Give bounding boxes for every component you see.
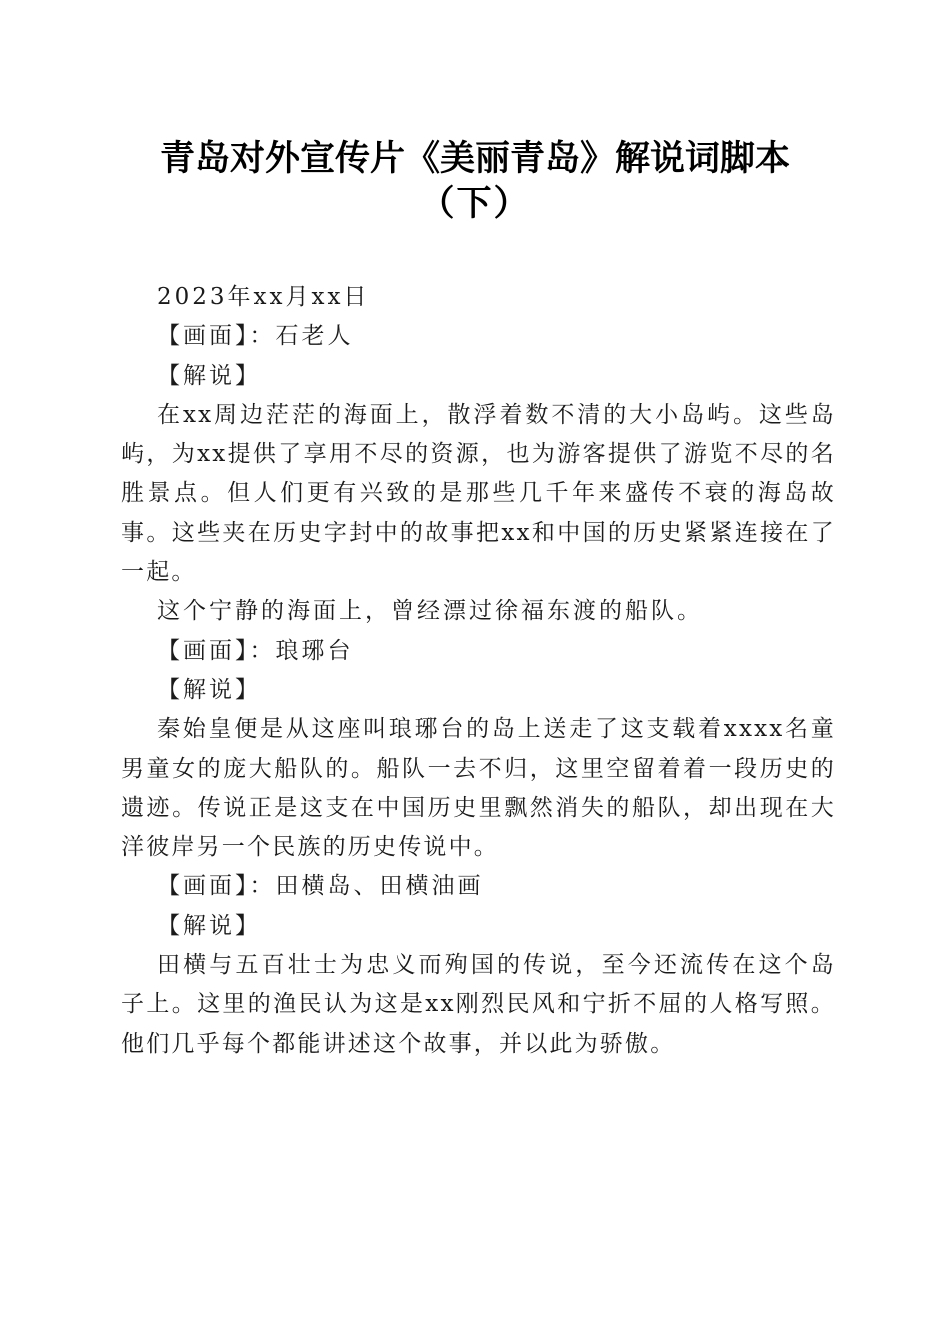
- scene-label: 【画面】：石老人: [157, 323, 354, 350]
- narration-paragraph: 在xx周边茫茫的海面上，散浮着数不清的大小岛屿。这些岛屿，为xx提供了享用不尽的资源，也为游客提供了游览不尽的名胜景点。但人们更有兴致的是那些几千年来盛传不衰的海岛故事。这些夹在历史字封中的故事把xx和中国的历史紧紧连接在了一起。: [121, 401, 836, 586]
- narration-label: 【解说】: [157, 676, 261, 703]
- scene-label: 【画面】：田横岛、田横油画: [157, 873, 484, 900]
- document-subtitle: （下）: [419, 184, 531, 224]
- scene-label: 【画面】：琅琊台: [157, 637, 354, 664]
- document-body: [121, 278, 836, 1064]
- narration-paragraph: 这个宁静的海面上，曾经漂过徐福东渡的船队。: [157, 598, 703, 625]
- narration-label: 【解说】: [157, 912, 261, 939]
- narration-label: 【解说】: [157, 362, 261, 389]
- document-title: 青岛对外宣传片《美丽青岛》解说词脚本: [159, 139, 790, 179]
- date-line: 2023年xx月xx日: [157, 284, 370, 310]
- narration-paragraph: 田横与五百壮士为忠义而殉国的传说，至今还流传在这个岛子上。这里的渔民认为这是xx刚烈民风和宁折不屈的人格写照。他们几乎每个都能讲述这个故事，并以此为骄傲。: [121, 952, 836, 1057]
- narration-paragraph: 秦始皇便是从这座叫琅琊台的岛上送走了这支载着xxxx名童男童女的庞大船队的。船队一去不归，这里空留着着一段历史的遗迹。传说正是这支在中国历史里飘然消失的船队，却出现在大洋彼岸另一个民族的历史传说中。: [121, 716, 836, 861]
